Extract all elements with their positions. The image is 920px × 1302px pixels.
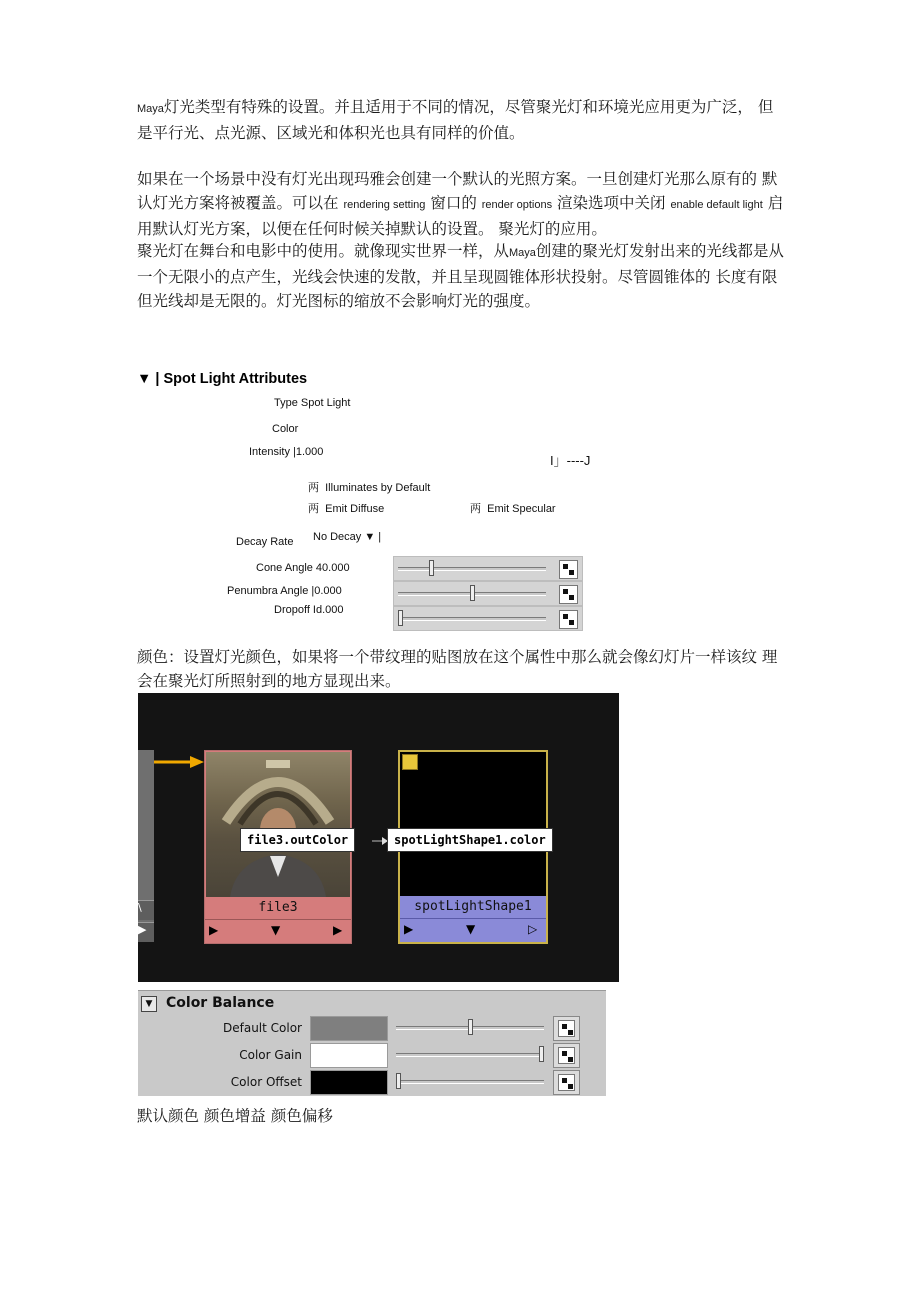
spot-light-attributes-title[interactable]: ▼ | Spot Light Attributes bbox=[137, 371, 308, 387]
spot-left-arrow-icon[interactable]: ▶ bbox=[404, 922, 414, 936]
spotlight-icon bbox=[402, 754, 418, 770]
color-balance-slider[interactable] bbox=[394, 1043, 548, 1068]
slider-thumb[interactable] bbox=[468, 1019, 473, 1035]
dropoff-label[interactable]: Dropoff Id.000 bbox=[274, 604, 344, 616]
map-texture-icon[interactable] bbox=[559, 610, 578, 629]
intro-paragraph bbox=[137, 95, 787, 145]
file3-node-controls bbox=[205, 919, 351, 943]
color-balance-row-label: Default Color bbox=[223, 1021, 302, 1035]
default-light-text-c: 渲染选项中关闭 bbox=[552, 194, 671, 212]
slider-thumb[interactable] bbox=[398, 610, 403, 626]
color-label: Color bbox=[272, 423, 299, 435]
default-light-paragraph bbox=[137, 167, 787, 241]
illuminates-checkbox[interactable] bbox=[308, 479, 430, 495]
emit-specular-checkbox[interactable] bbox=[470, 500, 556, 516]
maya-word-2: Maya bbox=[509, 247, 536, 259]
color-balance-header[interactable] bbox=[138, 991, 606, 1017]
decay-rate-label: Decay Rate bbox=[236, 536, 294, 548]
texture-thumbnail bbox=[206, 752, 350, 897]
spotlight-node-controls bbox=[400, 918, 546, 942]
spot-expand-icon[interactable]: ▼ bbox=[466, 922, 476, 936]
slider-thumb[interactable] bbox=[470, 585, 475, 601]
default-light-text-b: 窗口的 bbox=[425, 194, 482, 212]
map-texture-icon[interactable] bbox=[559, 560, 578, 579]
color-balance-row-label: Color Offset bbox=[230, 1075, 302, 1089]
emit-diffuse-label: Emit Diffuse bbox=[325, 503, 385, 515]
penumbra-angle-label[interactable]: Penumbra Angle |0.000 bbox=[227, 585, 342, 597]
color-swatch[interactable] bbox=[310, 1070, 388, 1095]
intensity-slider-text[interactable]: I」----J bbox=[550, 453, 591, 468]
slider-track bbox=[398, 617, 546, 621]
emit-specular-label: Emit Specular bbox=[487, 503, 556, 515]
decay-rate-dropdown[interactable]: No Decay ▼ | bbox=[313, 531, 382, 543]
slider-thumb[interactable] bbox=[396, 1073, 401, 1089]
enable-default-light-term: enable default light bbox=[670, 199, 763, 211]
spot-color-tooltip: spotLightShape1.color bbox=[387, 828, 553, 852]
intro-text: 灯光类型有特殊的设置。并且适用于不同的情况，尽管聚光灯和环境光应用更为广泛， 但是平行光、点光源、区域光和体积光也具有同样的价值。 bbox=[137, 98, 774, 142]
color-description-paragraph: 颜色：设置灯光颜色，如果将一个带纹理的贴图放在这个属性中那么就会像幻灯片一样该纹 理会在聚光灯所照射到的地方显现出来。 bbox=[137, 648, 778, 690]
penumbra-angle-slider[interactable] bbox=[393, 581, 583, 606]
file3-right-arrow-icon[interactable]: ▶ bbox=[333, 923, 343, 937]
color-balance-title: Color Balance bbox=[166, 995, 275, 1011]
diffuse-glyph: 两 bbox=[308, 502, 319, 515]
color-swatch[interactable] bbox=[310, 1043, 388, 1068]
color-balance-row-label: Color Gain bbox=[239, 1048, 302, 1062]
file3-node-label: file3 bbox=[258, 900, 298, 915]
map-texture-icon[interactable] bbox=[553, 1070, 580, 1095]
slider-thumb[interactable] bbox=[429, 560, 434, 576]
render-options-term: render options bbox=[481, 199, 553, 211]
slider-track bbox=[396, 1053, 544, 1057]
collapse-toggle-icon[interactable]: ▼ bbox=[141, 996, 157, 1012]
color-swatch[interactable] bbox=[310, 1016, 388, 1041]
intensity-label[interactable]: Intensity |1.000 bbox=[249, 446, 324, 458]
out-color-tooltip: file3.outColor bbox=[240, 828, 355, 852]
map-texture-icon[interactable] bbox=[559, 585, 578, 604]
slider-track bbox=[396, 1080, 544, 1084]
slider-thumb[interactable] bbox=[539, 1046, 544, 1062]
spotlight-text-a: 聚光灯在舞台和电影中的使用。就像现实世界一样，从 bbox=[137, 242, 510, 260]
upstream-node-stub[interactable] bbox=[138, 750, 154, 940]
cone-angle-label[interactable]: Cone Angle 40.000 bbox=[256, 562, 350, 574]
color-balance-caption: 默认颜色 颜色增益 颜色偏移 bbox=[137, 1107, 333, 1125]
file3-left-arrow-icon[interactable]: ▶ bbox=[209, 923, 219, 937]
connection-arrow-icon bbox=[154, 755, 206, 769]
map-texture-icon[interactable] bbox=[553, 1043, 580, 1068]
dropoff-slider[interactable] bbox=[393, 606, 583, 631]
color-balance-slider[interactable] bbox=[394, 1070, 548, 1095]
spotlight-text-b: 创建的聚光灯发射出来的光线都是从一个无限小的点产生，光线会快速的发散，并且呈现圆锥体形状投射。尽管圆锥体的 长度有限但光线却是无限的。灯光图标的缩放不会影响灯光的强度。 bbox=[137, 242, 784, 310]
specular-glyph: 两 bbox=[470, 502, 481, 515]
upstream-node-label: \ bbox=[138, 900, 154, 920]
file3-expand-icon[interactable]: ▼ bbox=[271, 923, 281, 937]
spotlight-paragraph bbox=[137, 239, 787, 313]
color-balance-slider[interactable] bbox=[394, 1016, 548, 1041]
map-texture-icon[interactable] bbox=[553, 1016, 580, 1041]
type-label: Type Spot Light bbox=[274, 397, 351, 409]
slider-track bbox=[398, 567, 546, 571]
illuminates-glyph: 两 bbox=[308, 481, 319, 494]
default-light-text-d: 启用默认灯光方案，以便在任何时候关掉默认的设置。 聚光灯的应用。 bbox=[137, 194, 784, 238]
cone-angle-slider[interactable] bbox=[393, 556, 583, 581]
upstream-node-arrow[interactable]: ▶ bbox=[138, 922, 154, 942]
color-balance-panel bbox=[138, 990, 606, 1096]
spotlightshape1-node-label: spotLightShape1 bbox=[400, 896, 546, 918]
illuminates-label: Illuminates by Default bbox=[325, 482, 431, 494]
hypershade-node-editor[interactable] bbox=[138, 693, 619, 982]
maya-word: Maya bbox=[137, 103, 164, 115]
default-light-text-a: 如果在一个场景中没有灯光出现玛雅会创建一个默认的光照方案。一旦创建灯光那么原有的 默认灯光方案将被覆盖。可以在 bbox=[137, 170, 778, 212]
spot-right-arrow-icon[interactable]: ▷ bbox=[528, 922, 538, 936]
rendering-setting-term: rendering setting bbox=[343, 199, 426, 211]
emit-diffuse-checkbox[interactable] bbox=[308, 500, 384, 516]
